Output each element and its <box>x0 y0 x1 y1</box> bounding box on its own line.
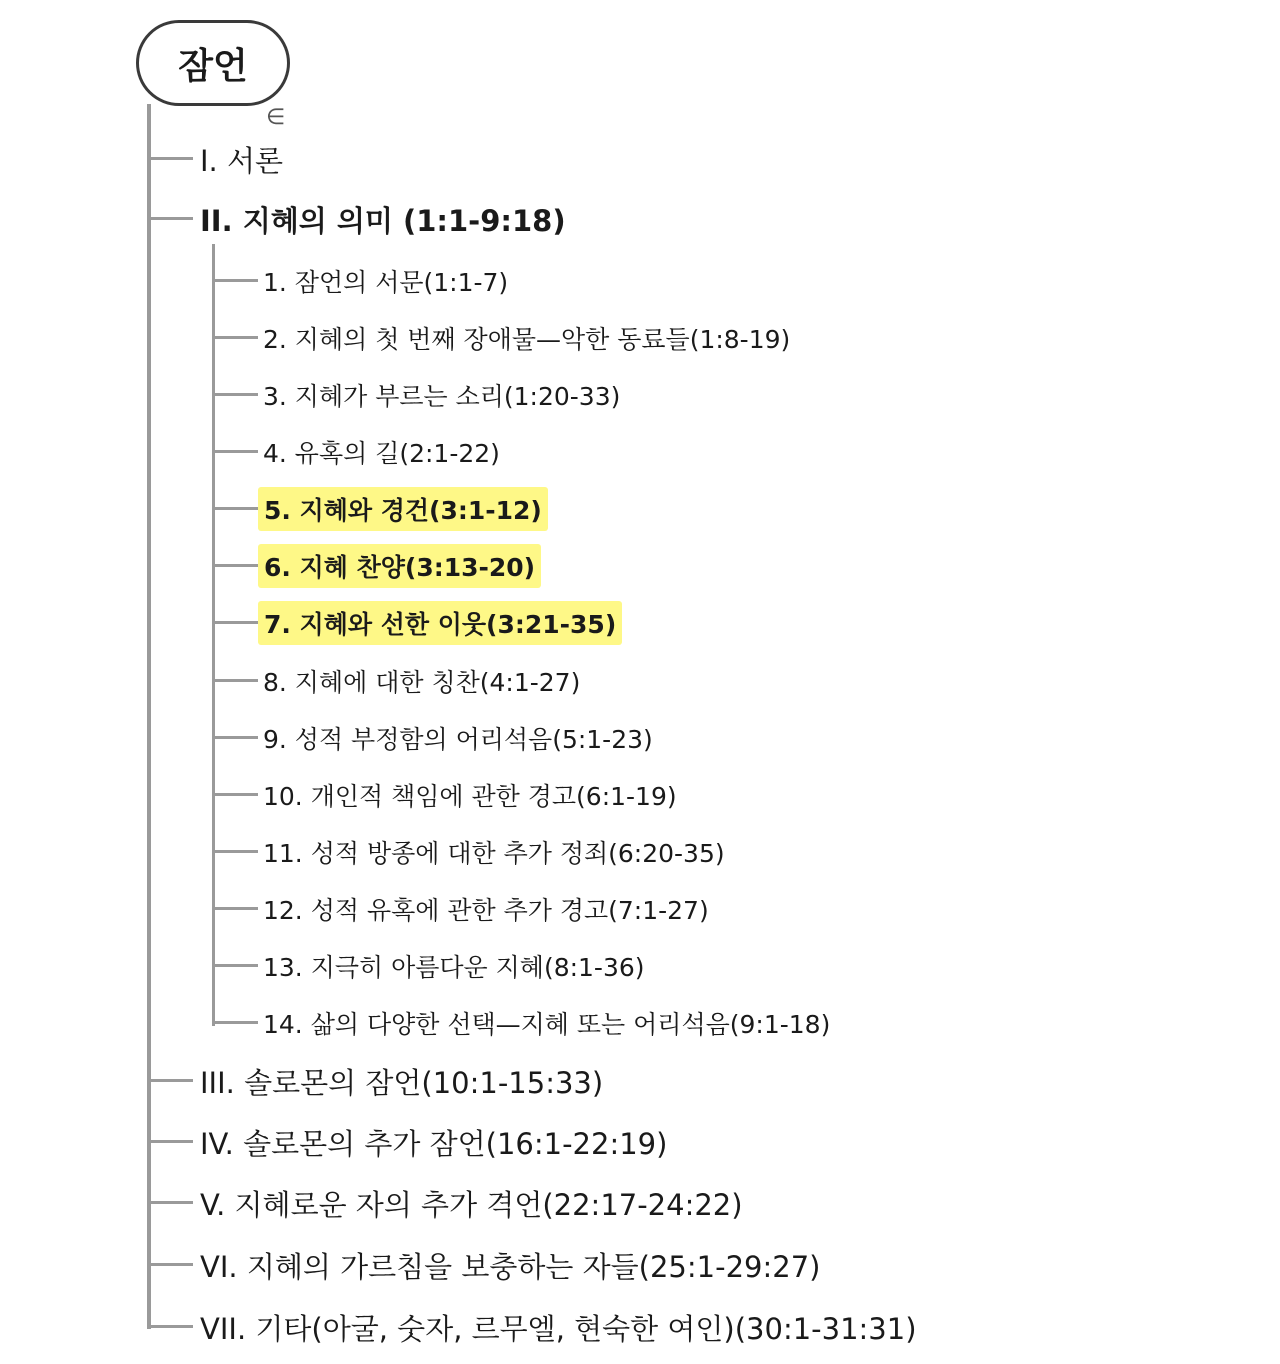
root-node[interactable] <box>136 20 290 106</box>
subsection-connector <box>212 793 258 796</box>
section-connector <box>147 1201 193 1204</box>
subsection-node[interactable]: 1. 잠언의 서문(1:1-7) <box>263 268 509 297</box>
subsection-node[interactable]: 9. 성적 부정함의 어리석음(5:1-23) <box>263 725 653 754</box>
section-node[interactable]: III. 솔로몬의 잠언(10:1-15:33) <box>200 1066 604 1100</box>
section-node[interactable]: VI. 지혜의 가르침을 보충하는 자들(25:1-29:27) <box>200 1250 821 1284</box>
subsection-connector <box>212 336 258 339</box>
subsection-connector <box>212 679 258 682</box>
subsection-node[interactable]: 4. 유혹의 길(2:1-22) <box>263 439 500 468</box>
section-connector <box>147 1325 193 1328</box>
subsection-node[interactable]: 11. 성적 방종에 대한 추가 정죄(6:20-35) <box>263 839 725 868</box>
subsection-connector <box>212 1021 258 1024</box>
subsection-connector <box>212 907 258 910</box>
subsection-node-highlighted[interactable]: 6. 지혜 찬양(3:13-20) <box>258 544 541 588</box>
section-connector <box>147 1079 193 1082</box>
subsection-connector <box>212 564 258 567</box>
subsection-connector <box>212 507 258 510</box>
subsection-node[interactable]: 10. 개인적 책임에 관한 경고(6:1-19) <box>263 782 677 811</box>
collapse-icon[interactable]: ∈ <box>266 105 286 130</box>
section-node[interactable]: II. 지혜의 의미 (1:1-9:18) <box>200 204 566 238</box>
subsection-connector <box>212 736 258 739</box>
section-node[interactable]: IV. 솔로몬의 추가 잠언(16:1-22:19) <box>200 1127 668 1161</box>
main-connector <box>147 104 151 1329</box>
subsection-node-highlighted[interactable]: 7. 지혜와 선한 이웃(3:21-35) <box>258 601 622 645</box>
subsection-node[interactable]: 13. 지극히 아름다운 지혜(8:1-36) <box>263 953 645 982</box>
subsection-connector <box>212 393 258 396</box>
subsection-node[interactable]: 2. 지혜의 첫 번째 장애물—악한 동료들(1:8-19) <box>263 325 791 354</box>
section-connector <box>147 157 193 160</box>
section-node[interactable]: V. 지혜로운 자의 추가 격언(22:17-24:22) <box>200 1188 743 1222</box>
subsection-node[interactable]: 12. 성적 유혹에 관한 추가 경고(7:1-27) <box>263 896 709 925</box>
root-label: 잠언 <box>178 45 248 87</box>
subsection-connector <box>212 964 258 967</box>
subsection-connector <box>212 850 258 853</box>
subsection-node[interactable]: 14. 삶의 다양한 선택—지혜 또는 어리석음(9:1-18) <box>263 1010 831 1039</box>
subsection-connector <box>212 279 258 282</box>
subsection-node[interactable]: 3. 지혜가 부르는 소리(1:20-33) <box>263 382 621 411</box>
section-connector <box>147 1140 193 1143</box>
section-connector <box>147 217 193 220</box>
section-node[interactable]: I. 서론 <box>200 144 284 178</box>
subsection-connector <box>212 450 258 453</box>
section-connector <box>147 1263 193 1266</box>
subsection-node-highlighted[interactable]: 5. 지혜와 경건(3:1-12) <box>258 487 548 531</box>
subsection-connector <box>212 621 258 624</box>
section-node[interactable]: VII. 기타(아굴, 숫자, 르무엘, 현숙한 여인)(30:1-31:31) <box>200 1312 917 1346</box>
subsection-node[interactable]: 8. 지혜에 대한 칭찬(4:1-27) <box>263 668 581 697</box>
